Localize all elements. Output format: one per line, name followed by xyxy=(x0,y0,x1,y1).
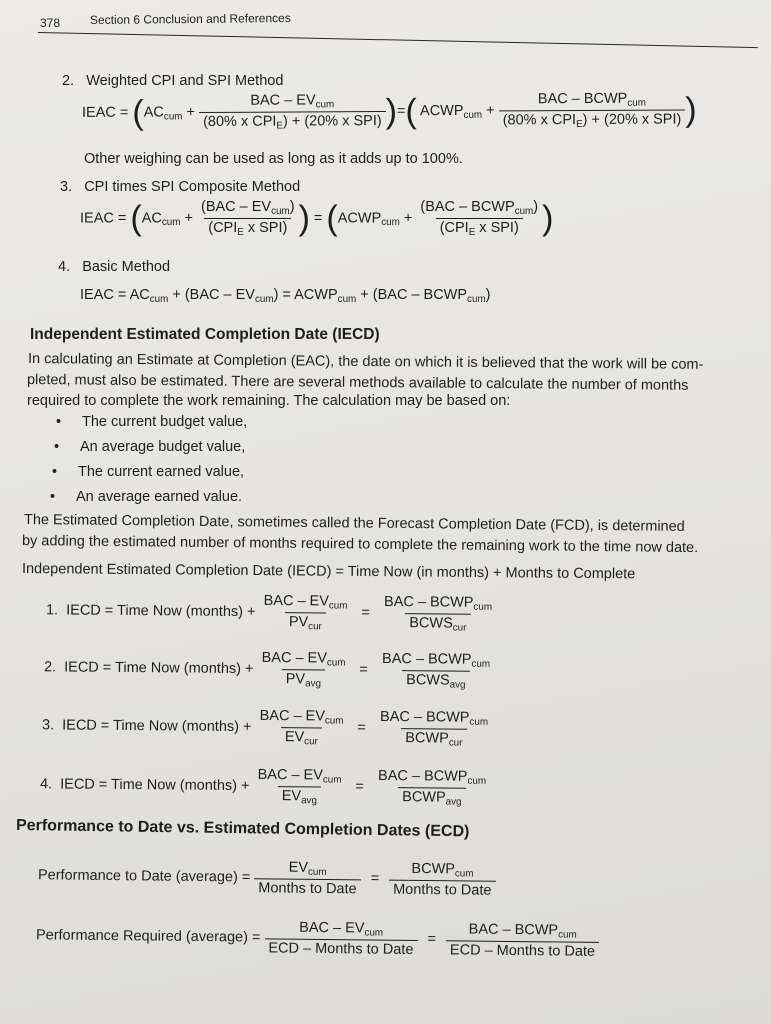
item-4-title: 4. Basic Method xyxy=(58,259,171,275)
weighted-fraction-2: $\frac{BAC - BCWP_{cum}}{(80\% x CPI_E) + (20\% x SPI)}$ xyxy=(499,90,686,130)
header-rule xyxy=(38,32,758,48)
composite-fraction-1: $\frac{(BAC - EV_{cum})}{(CPI_E x SPI)}$ xyxy=(201,199,295,238)
ecd-para-line-2: by adding the estimated number of months required to complete the remaining work to the time now date. xyxy=(21,533,699,557)
iecd-formula-4: 4. IECD = Time Now (months) + $\frac{BAC - EV_{cum}}{EV_{avg}}$ = $\frac{BAC - BCWP_{cum}}{BCWP_{avg}}$ xyxy=(39,766,487,808)
composite-formula: IEAC = ($AC_{cum}$ + $\frac{(BAC - EV_{cum})}{(CPI_E x SPI)}$ ) = ($ACWP_{cum}$ + $\frac{(BAC - BCWP_{cum})}{(CPI_E x SPI)}$ ) xyxy=(80,199,554,238)
bullet-item: • The current budget value, xyxy=(56,414,248,430)
iecd-para-line-2: pleted, must also be estimated. There are several methods available to calculate the number of months xyxy=(26,372,689,394)
iecd-para-line-1: In calculating an Estimate at Completion (EAC), the date on which it is believed that the work will be com- xyxy=(27,351,704,373)
ecd-para-line-1: The Estimated Completion Date, sometimes called the Forecast Completion Date (FCD), is determined xyxy=(23,512,685,535)
iecd-formula-3: 3. IECD = Time Now (months) + $\frac{BAC - EV_{cum}}{EV_{cur}}$ = $\frac{BAC - BCWP_{cum}}{BCWP_{cur}}$ xyxy=(41,707,489,749)
performance-to-date-formula: Performance to Date (average) = $\frac{EV_{cum}}{\text{Months to Date}}$ = $\frac{BCWP_{cum}}{\text{Months to Date}}$ xyxy=(38,857,496,899)
iecd-heading: Independent Estimated Completion Date (IECD) xyxy=(30,326,380,343)
composite-fraction-2: $\frac{(BAC - BCWP_{cum})}{(CPI_E x SPI)}$ xyxy=(420,199,539,238)
ecd-heading: Performance to Date vs. Estimated Completion Dates (ECD) xyxy=(15,817,470,841)
item-3-title: 3. CPI times SPI Composite Method xyxy=(60,179,301,195)
iecd-formula-2: 2. IECD = Time Now (months) + $\frac{BAC - EV_{cum}}{PV_{avg}}$ = $\frac{BAC - BCWP_{cum}}{BCWS_{avg}}$ xyxy=(43,649,491,691)
iecd-formula-1: 1. IECD = Time Now (months) + $\frac{BAC - EV_{cum}}{PV_{cur}}$ = $\frac{BAC - BCWP_{cum}}{BCWS_{cur}}$ xyxy=(45,592,493,634)
running-head: Section 6 Conclusion and References xyxy=(89,10,291,28)
bullet-item: • An average earned value. xyxy=(50,489,243,505)
performance-required-formula: Performance Required (average) = $\frac{BAC - EV_{cum}}{\text{ECD – Months to Date}}$ = $\frac{BAC - BCWP_{cum}}{\text{ECD – Months to Date}}$ xyxy=(36,917,600,960)
bullet-item: • The current earned value, xyxy=(52,464,245,480)
weighted-formula: IEAC = ($AC_{cum}$ + $\frac{BAC - EV_{cum}}{(80\% x CPI_E) + (20\% x SPI)}$ )=( $ACWP_{cum}$ + $\frac{BAC - BCWP_{cum}}{(80\% x CPI_E) + (20\% x SPI)}$ ) xyxy=(81,90,697,132)
weighted-fraction-1: $\frac{BAC - EV_{cum}}{(80\% x CPI_E) + (20\% x SPI)}$ xyxy=(199,92,386,132)
iecd-para-line-3: required to complete the work remaining. The calculation may be based on: xyxy=(27,393,511,409)
ecd-para-line-3: Independent Estimated Completion Date (IECD) = Time Now (in months) + Months to Complete xyxy=(21,561,636,583)
bullet-item: • An average budget value, xyxy=(54,439,246,455)
item-2-title: 2. Weighted CPI and SPI Method xyxy=(62,73,284,89)
basic-formula: IEAC = $AC_{cum} + (BAC - EV_{cum})$ = $ACWP_{cum} + (BAC$ – $BCWP_{cum}$) xyxy=(80,287,491,305)
page-number: 378 xyxy=(40,16,61,30)
weighting-note: Other weighing can be used as long as it adds up to 100%. xyxy=(84,151,463,167)
